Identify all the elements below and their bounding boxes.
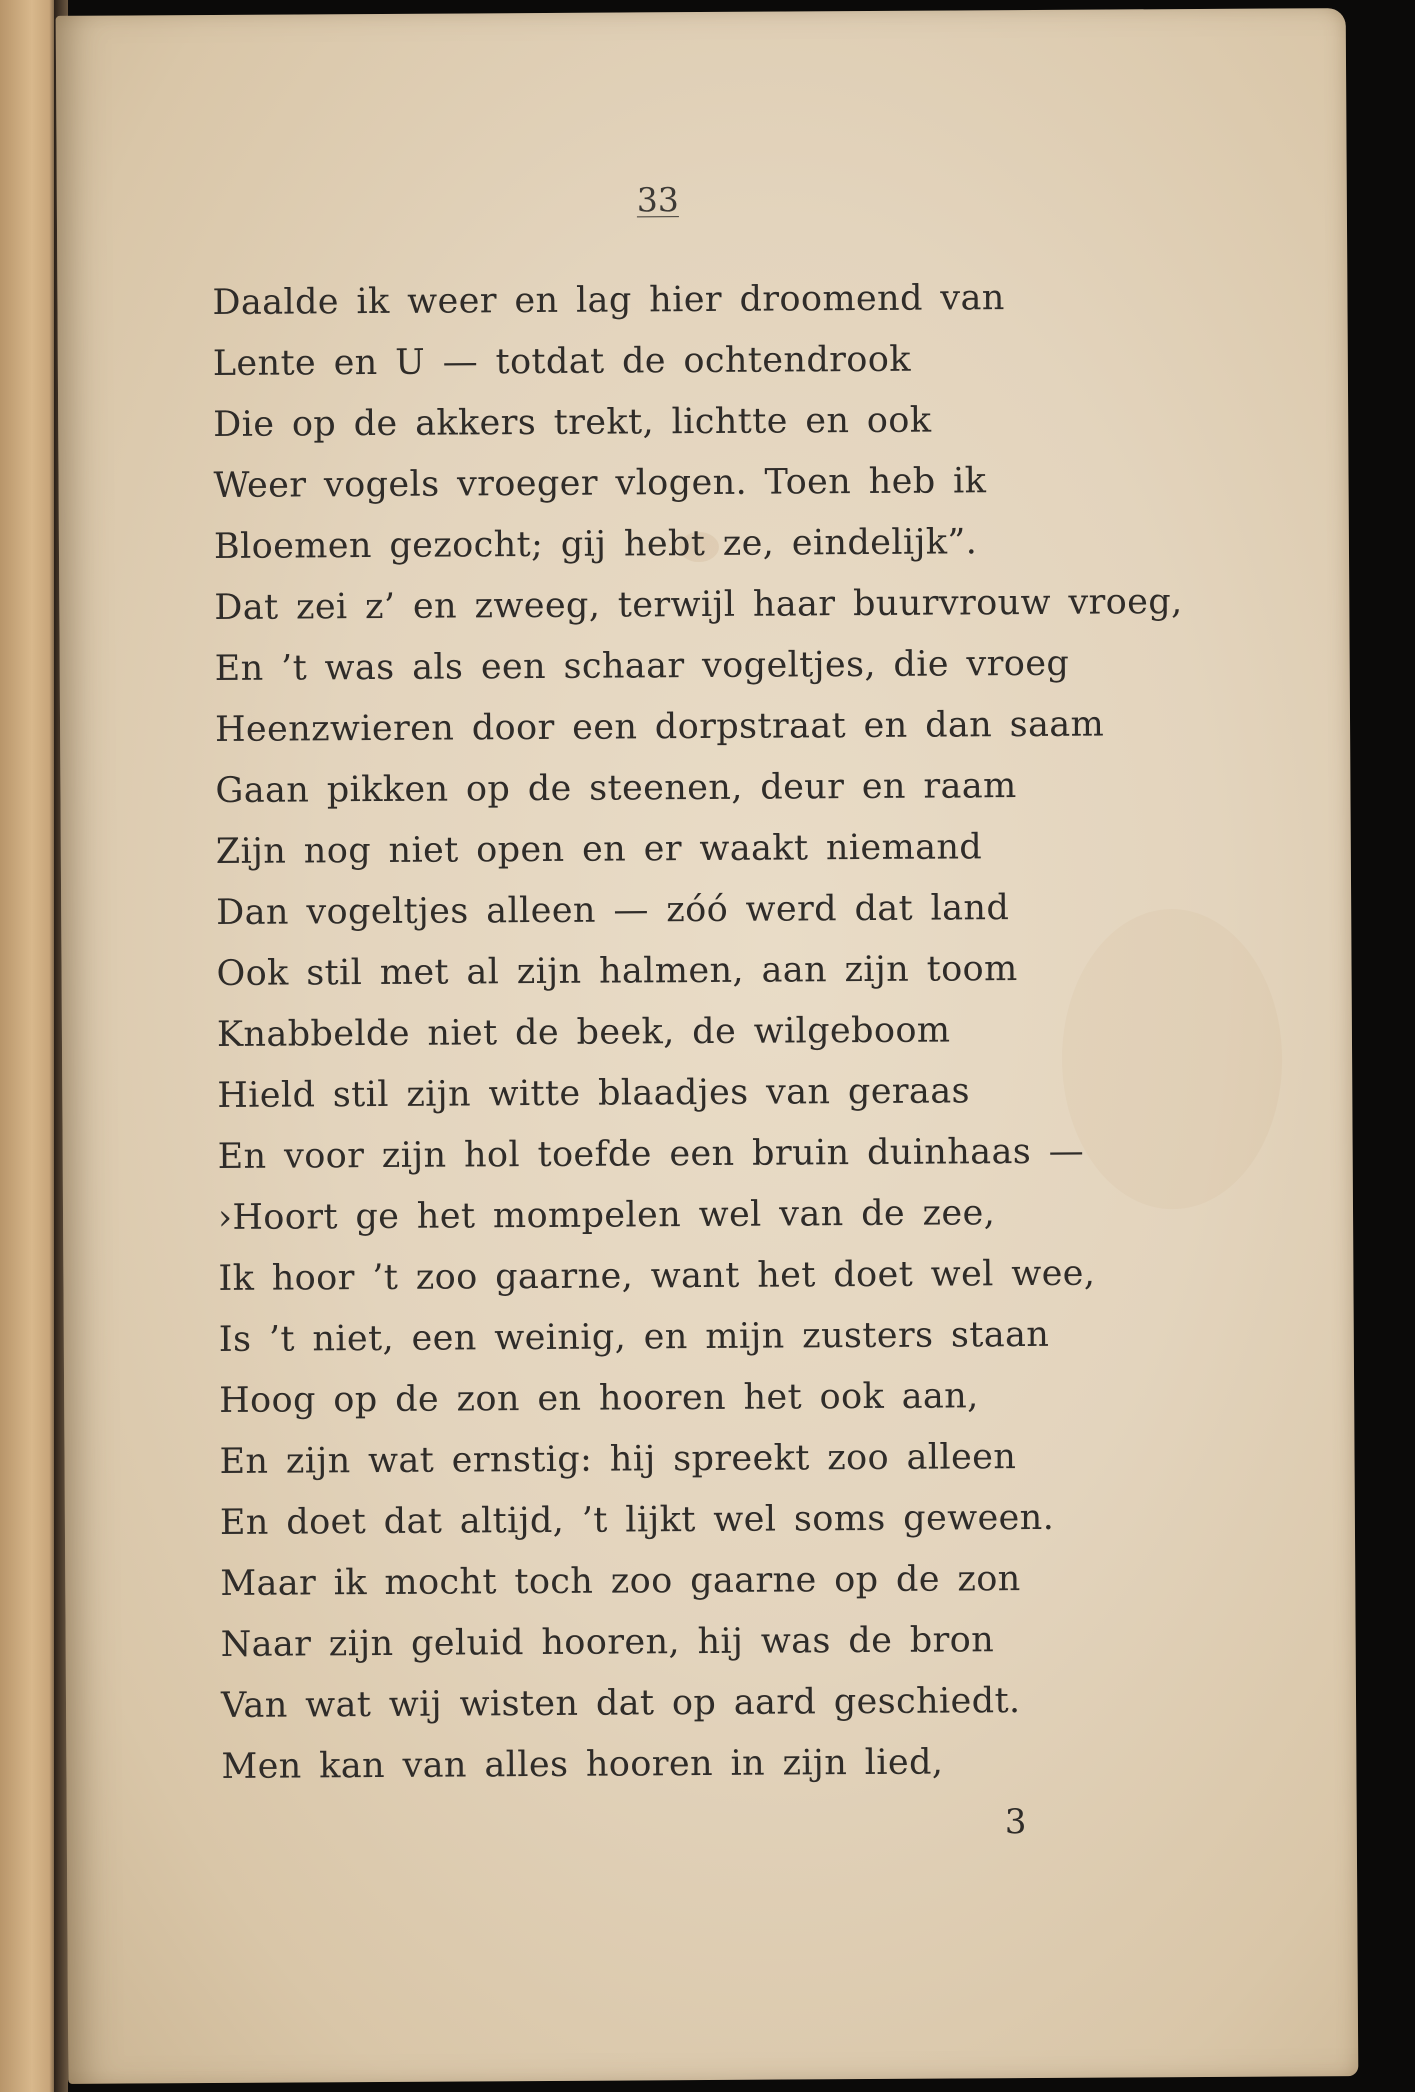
- poem-line: Maar ik mocht toch zoo gaarne op de zon: [220, 1559, 1021, 1604]
- poem-line: Ik hoor ’t zoo gaarne, want het doet wel wee,: [218, 1253, 1096, 1299]
- poem-line: Die op de akkers trekt, lichtte en ook: [213, 400, 932, 446]
- poem-line: Van wat wij wisten dat op aard geschiedt.: [220, 1681, 1021, 1726]
- poem-line: Knabbelde niet de beek, de wilgeboom: [216, 1010, 951, 1055]
- poem-line: Zijn nog niet open en er waakt niemand: [215, 827, 983, 872]
- poem-line: Naar zijn geluid hooren, hij was de bron: [220, 1620, 995, 1665]
- poem-line: Gaan pikken op de steenen, deur en raam: [215, 766, 1017, 811]
- poem-line: Heenzwieren door een dorpstraat en dan saam: [214, 704, 1105, 750]
- poem-line: Is ’t niet, een weinig, en mijn zusters staan: [218, 1314, 1050, 1360]
- poem-line: En doet dat altijd, ’t lijkt wel soms geween.: [219, 1497, 1055, 1543]
- poem-line: Hield stil zijn witte blaadjes van geraas: [217, 1071, 971, 1116]
- poem-line: Dan vogeltjes alleen — zóó werd dat land: [216, 888, 1010, 933]
- signature-mark: 3: [1004, 1802, 1027, 1843]
- page-number: 33: [636, 180, 679, 220]
- poem-text: [212, 267, 1190, 1798]
- poem-line: Lente en U — totdat de ochtendrook: [212, 339, 911, 385]
- poem-line: Bloemen gezocht; gij hebt ze, eindelijk”.: [213, 522, 978, 568]
- poem-line: En zijn wat ernstig: hij spreekt zoo alleen: [219, 1437, 1017, 1482]
- poem-line: Weer vogels vroeger vlogen. Toen heb ik: [213, 461, 987, 507]
- poem-line: Men kan van alles hooren in zijn lied,: [221, 1742, 944, 1787]
- book-page: [56, 8, 1359, 2084]
- poem-line: Daalde ik weer en lag hier droomend van: [212, 278, 1005, 324]
- poem-line: ›Hoort ge het mompelen wel van de zee,: [217, 1193, 996, 1238]
- poem-line: En voor zijn hol toefde een bruin duinhaas —: [217, 1131, 1085, 1177]
- poem-line: Ook stil met al zijn halmen, aan zijn toom: [216, 949, 1018, 994]
- left-page-edge: [0, 0, 58, 2092]
- poem-line: En ’t was als een schaar vogeltjes, die vroeg: [214, 643, 1070, 689]
- poem-line: Dat zei z’ en zweeg, terwijl haar buurvrouw vroeg,: [214, 582, 1183, 629]
- poem-line: Hoog op de zon en hooren het ook aan,: [219, 1376, 979, 1421]
